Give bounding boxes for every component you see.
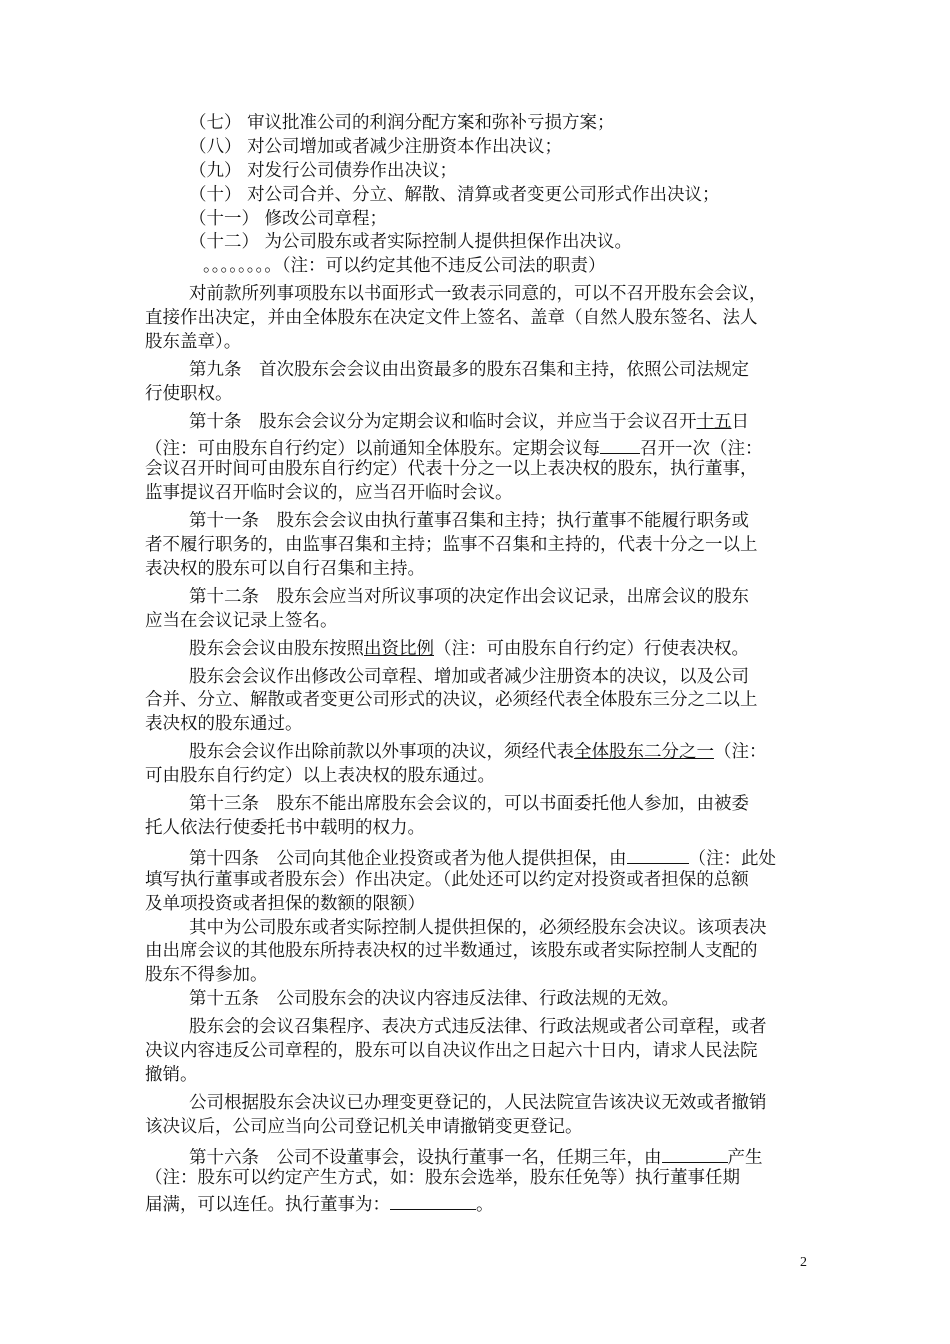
article-14-line: 及单项投资或者担保的数额的限额）: [145, 893, 425, 914]
article-16-line: [145, 1144, 825, 1168]
page-number: 2: [800, 1255, 807, 1270]
text-segment: 第十条 股东会会议分为定期会议和临时会议，并应当于会议召开: [189, 411, 697, 432]
text-segment: 股东会会议作出除前款以外事项的决议，须经代表: [189, 742, 574, 763]
underlined-value: 出资比例: [364, 638, 434, 659]
text-segment: 。: [476, 1195, 494, 1216]
article-12-line: 应当在会议记录上签名。: [145, 610, 338, 631]
article-14-line: 填写执行董事或者股东会）作出决定。（此处还可以约定对投资或者担保的总额: [145, 869, 749, 890]
list-item: （八） 对公司增加或者减少注册资本作出决议；: [189, 136, 563, 157]
article-10-line: 监事提议召开临时会议的，应当召开临时会议。: [145, 483, 513, 504]
paragraph-line: 公司根据股东会决议已办理变更登记的，人民法院宣告该决议无效或者撤销: [189, 1092, 767, 1113]
text-segment: 第十四条 公司向其他企业投资或者为他人提供担保，由: [189, 848, 627, 869]
paragraph-line: 表决权的股东通过。: [145, 714, 303, 735]
paragraph-line: 对前款所列事项股东以书面形式一致表示同意的，可以不召开股东会会议，: [189, 284, 767, 305]
text-segment: 股东会会议由股东按照: [189, 638, 364, 659]
list-item: （十二） 为公司股东或者实际控制人提供担保作出决议。: [189, 232, 633, 253]
article-10-line: [145, 411, 825, 435]
paragraph-line: 其中为公司股东或者实际控制人提供担保的，必须经股东会决议。该项表决: [189, 917, 767, 938]
text-segment: 召开一次（注：: [640, 438, 763, 459]
article-16-line: [145, 1191, 825, 1215]
article-11-line: 第十一条 股东会会议由执行董事召集和主持；执行董事不能履行职务或: [189, 511, 749, 532]
fill-in-blank: [662, 1144, 728, 1163]
article-9-line: 第九条 首次股东会会议由出资最多的股东召集和主持，依照公司法规定: [189, 359, 749, 380]
article-11-line: 表决权的股东可以自行召集和主持。: [145, 559, 425, 580]
paragraph-line: 该决议后，公司应当向公司登记机关申请撤销变更登记。: [145, 1116, 583, 1137]
paragraph-line: 股东盖章）。: [145, 332, 242, 353]
paragraph-line: 股东会会议作出修改公司章程、增加或者减少注册资本的决议，以及公司: [189, 666, 749, 687]
text-segment: 产生: [727, 1147, 763, 1168]
fill-in-blank: [600, 435, 640, 454]
article-11-line: 者不履行职务的，由监事召集和主持；监事不召集和主持的，代表十分之一以上: [145, 535, 758, 556]
article-10-line: 会议召开时间可由股东自行约定）代表十分之一以上表决权的股东，执行董事，: [145, 459, 758, 480]
underlined-value: 十五: [696, 411, 732, 432]
underlined-value: 全体股东二分之一: [574, 742, 714, 763]
text-segment: 届满，可以连任。执行董事为：: [145, 1195, 390, 1216]
text-segment: 第十六条 公司不设董事会，设执行董事一名，任期三年，由: [189, 1147, 662, 1168]
fill-in-blank: [390, 1191, 476, 1210]
paragraph-line: 可由股东自行约定）以上表决权的股东通过。: [145, 766, 495, 787]
article-10-line: [145, 435, 825, 459]
paragraph-line: 决议内容违反公司章程的，股东可以自决议作出之日起六十日内，请求人民法院: [145, 1040, 758, 1061]
article-13-line: 托人依法行使委托书中载明的权力。: [145, 817, 425, 838]
fill-in-blank: [627, 845, 689, 864]
paragraph-line: 直接作出决定，并由全体股东在决定文件上签名、盖章（自然人股东签名、法人: [145, 308, 758, 329]
list-item: （十） 对公司合并、分立、解散、清算或者变更公司形式作出决议；: [189, 184, 720, 205]
paragraph-line: 股东会的会议召集程序、表决方式违反法律、行政法规或者公司章程，或者: [189, 1017, 767, 1038]
text-segment: 日: [731, 411, 749, 432]
list-item: （七） 审议批准公司的利润分配方案和弥补亏损方案；: [189, 113, 615, 133]
article-14-line: [145, 845, 825, 869]
list-item: （九） 对发行公司债券作出决议；: [189, 160, 458, 181]
list-item: （十一） 修改公司章程；: [189, 208, 388, 229]
article-13-line: 第十三条 股东不能出席股东会会议的，可以书面委托他人参加，由被委: [189, 794, 749, 815]
article-16-line: （注：股东可以约定产生方式，如：股东会选举，股东任免等）执行董事任期: [145, 1168, 740, 1189]
text-segment: （注：可由股东自行约定）行使表决权。: [434, 638, 749, 659]
text-segment: （注：此处: [688, 848, 776, 869]
paragraph-line: [145, 741, 825, 765]
article-text: [145, 112, 825, 1215]
article-9-line: 行使职权。: [145, 383, 233, 404]
paragraph-line: 合并、分立、解散或者变更公司形式的决议，必须经代表全体股东三分之二以上: [145, 690, 758, 711]
article-12-line: 第十二条 股东会应当对所议事项的决定作出会议记录，出席会议的股东: [189, 586, 749, 607]
text-segment: （注：: [714, 742, 767, 763]
text-segment: （注：可由股东自行约定）以前通知全体股东。定期会议每: [145, 438, 600, 459]
paragraph-line: [145, 638, 825, 662]
list-note: 。。。。。。。。（注：可以约定其他不违反公司法的职责）: [203, 256, 606, 277]
paragraph-line: 由出席会议的其他股东所持表决权的过半数通过，该股东或者实际控制人支配的: [145, 941, 758, 962]
article-15-line: 第十五条 公司股东会的决议内容违反法律、行政法规的无效。: [189, 989, 679, 1010]
paragraph-line: 撤销。: [145, 1064, 198, 1085]
paragraph-line: 股东不得参加。: [145, 965, 268, 986]
